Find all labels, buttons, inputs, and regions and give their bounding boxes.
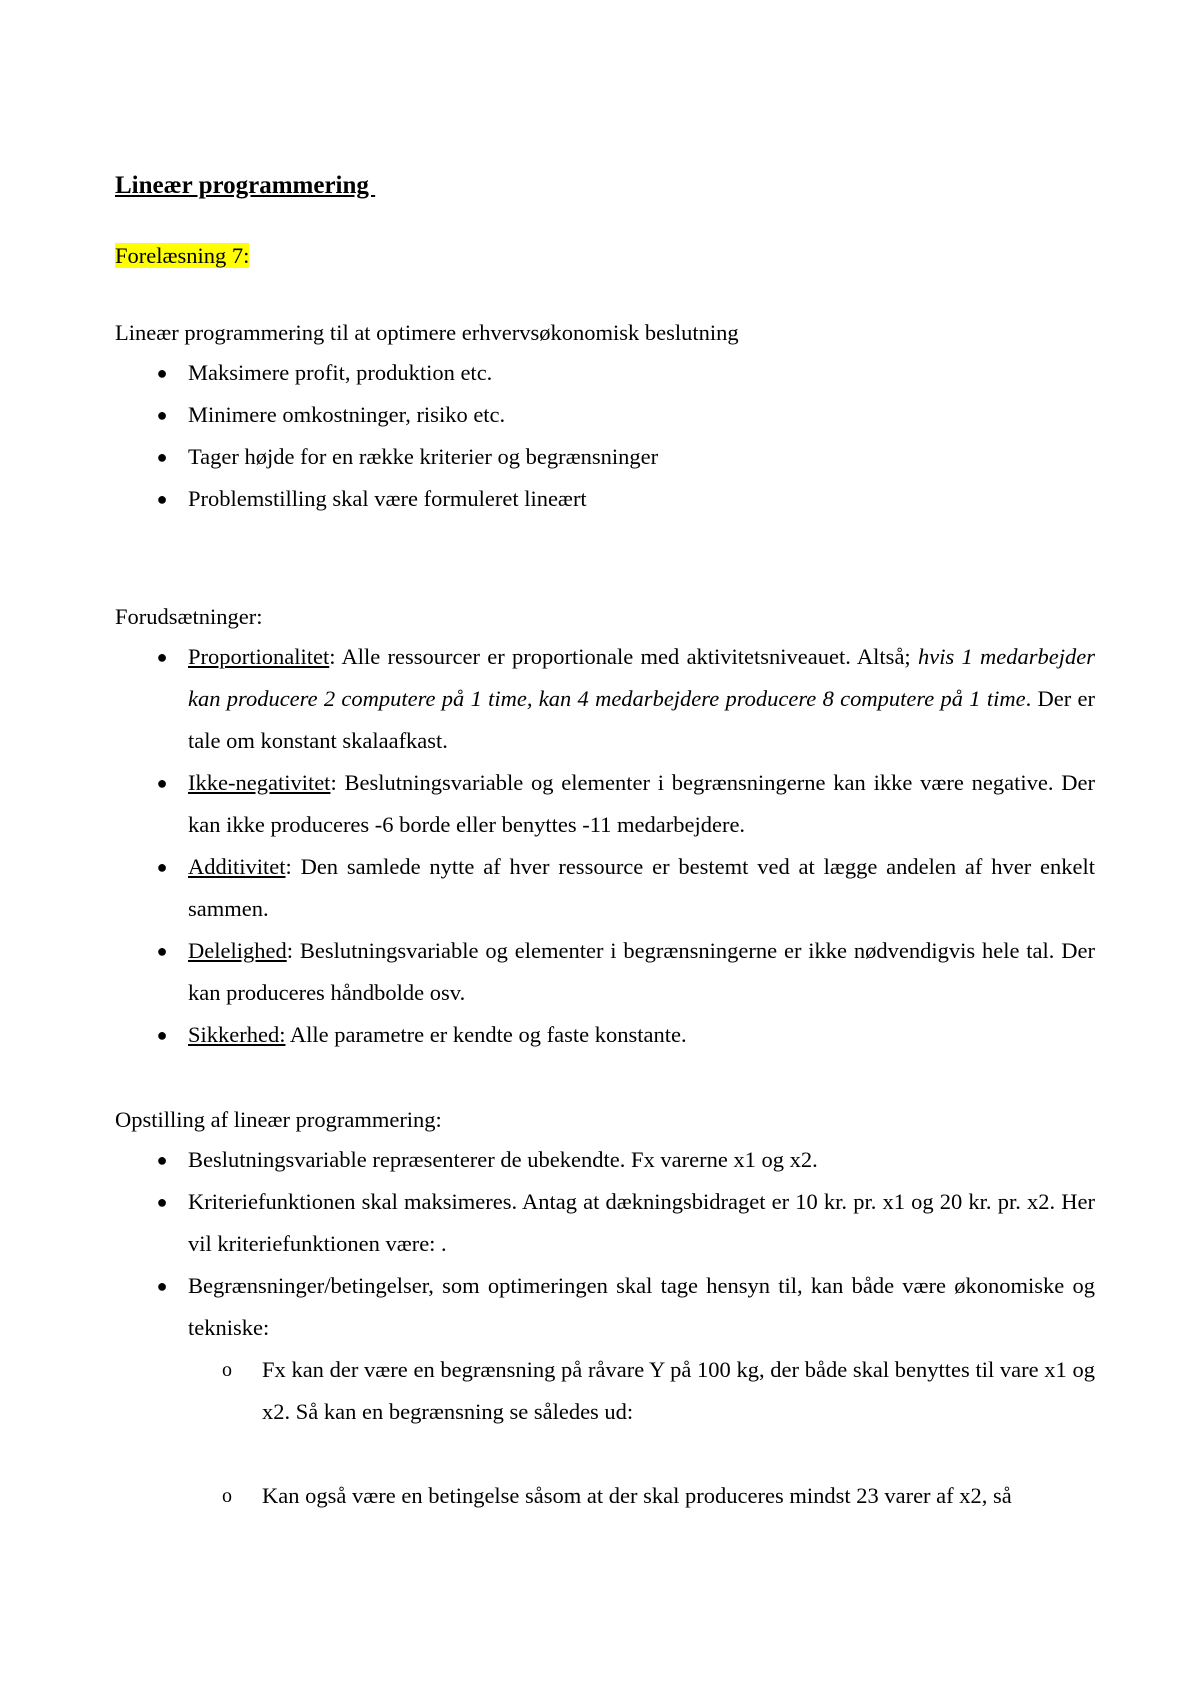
intro-bullet-list [115, 352, 1095, 520]
list-item: ● Maksimere profit, produktion etc. [115, 352, 1095, 394]
assumption-term: Delelighed [188, 938, 287, 963]
document-title: Lineær programmering [115, 172, 376, 199]
list-item: ● Beslutningsvariable repræsenterer de ubekendte. Fx varerne x1 og x2. [115, 1139, 1095, 1181]
bullet-icon: ● [156, 1192, 168, 1212]
lecture-heading [115, 241, 249, 271]
bullet-icon: ● [156, 857, 168, 877]
assumption-term: Sikkerhed: [188, 1022, 286, 1047]
assumption-term: Proportionalitet [188, 644, 330, 669]
circle-bullet-icon: o [222, 1485, 232, 1507]
circle-bullet-icon: o [222, 1359, 232, 1381]
bullet-icon: ● [156, 1150, 168, 1170]
list-item: ● Problemstilling skal være formuleret lineært [115, 478, 1095, 520]
list-item: ● Tager højde for en række kriterier og begrænsninger [115, 436, 1095, 478]
bullet-icon: ● [156, 647, 168, 667]
setup-list [115, 1139, 1095, 1517]
bullet-icon: ● [156, 405, 168, 425]
list-item: ● Additivitet: Den samlede nytte af hver ressource er bestemt ved at lægge andelen af hver enkelt sammen. [115, 846, 1095, 930]
bullet-icon: ● [156, 1276, 168, 1296]
lecture-heading-text: Forelæsning 7: [115, 243, 250, 268]
assumption-term: Additivitet [188, 854, 286, 879]
list-item: ● Kriteriefunktionen skal maksimeres. Antag at dækningsbidraget er 10 kr. pr. x1 og 20 kr. pr. x2. Her vil kriteriefunktionen være: . [115, 1181, 1095, 1265]
bullet-icon: ● [156, 447, 168, 467]
bullet-icon: ● [156, 1025, 168, 1045]
sub-bullet-list [188, 1349, 1095, 1517]
bullet-icon: ● [156, 363, 168, 383]
list-item: ● Ikke-negativitet: Beslutningsvariable og elementer i begrænsningerne kan ikke være negative. Der kan ikke produceres -6 borde eller benyttes -11 medarbejdere. [115, 762, 1095, 846]
assumption-term: Ikke-negativitet [188, 770, 331, 795]
bullet-icon: ● [156, 489, 168, 509]
assumptions-heading: Forudsætninger: [115, 604, 263, 629]
list-item: ● Minimere omkostninger, risiko etc. [115, 394, 1095, 436]
sub-list-item: o Kan også være en betingelse såsom at der skal produceres mindst 23 varer af x2, så [188, 1475, 1095, 1517]
bullet-icon: ● [156, 773, 168, 793]
list-item: ● Delelighed: Beslutningsvariable og elementer i begrænsningerne er ikke nødvendigvis hele tal. Der kan produceres håndbolde osv. [115, 930, 1095, 1014]
list-item: ● Begrænsninger/betingelser, som optimeringen skal tage hensyn til, kan både være økonomiske og tekniske: o Fx kan der være en begrænsning på råvare Y på 100 kg, der både skal benyttes til vare x1 og x2. Så kan en begrænsning se således ud: o Kan også være en betingelse såsom at der skal produceres mindst 23 varer af x2, så [115, 1265, 1095, 1517]
sub-list-item: o Fx kan der være en begrænsning på råvare Y på 100 kg, der både skal benyttes til vare x1 og x2. Så kan en begrænsning se således ud: [188, 1349, 1095, 1433]
assumptions-list [115, 636, 1095, 1056]
intro-line: Lineær programmering til at optimere erhvervsøkonomisk beslutning [115, 320, 739, 345]
bullet-icon: ● [156, 941, 168, 961]
setup-heading: Opstilling af lineær programmering: [115, 1107, 442, 1132]
list-item: ● Proportionalitet: Alle ressourcer er proportionale med aktivitetsniveauet. Altså; hvis 1 medarbejder kan producere 2 computere på 1 time, kan 4 medarbejdere producere 8 computere på 1 time. Der er tale om konstant skalaafkast. [115, 636, 1095, 762]
list-item: ● Sikkerhed: Alle parametre er kendte og faste konstante. [115, 1014, 1095, 1056]
